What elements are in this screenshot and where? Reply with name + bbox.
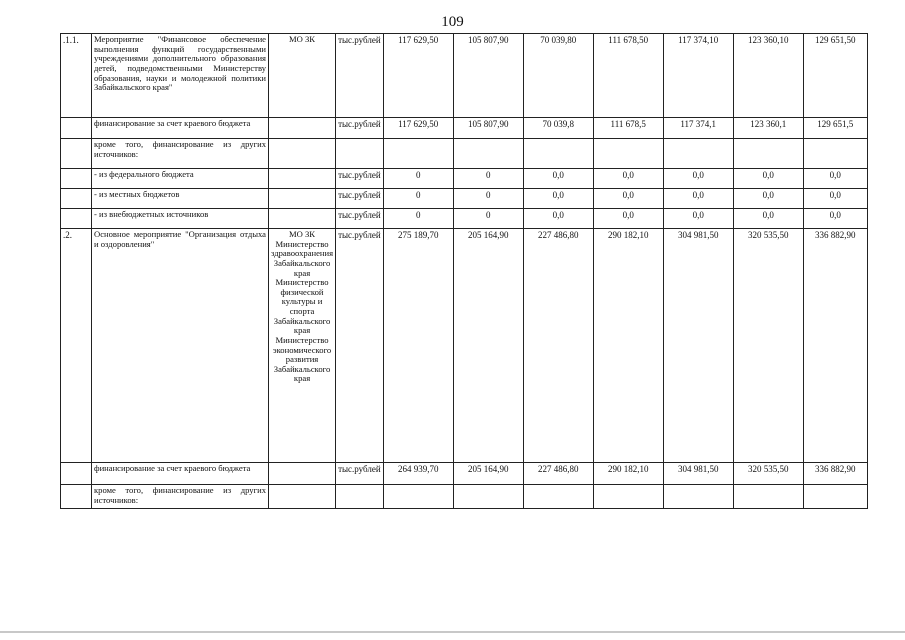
value-cell-6: 0,0 <box>733 169 803 189</box>
value-cell-1 <box>383 139 453 169</box>
responsible-org-cell <box>269 463 336 485</box>
value-cell-5: 0,0 <box>663 169 733 189</box>
value-cell-1: 0 <box>383 189 453 209</box>
row-number-cell: .1.1. <box>61 34 92 118</box>
value-cell-6: 123 360,10 <box>733 34 803 118</box>
value-cell-6 <box>733 485 803 509</box>
unit-cell: тыс.рублей <box>336 229 384 463</box>
row-number-cell: .2. <box>61 229 92 463</box>
value-cell-4: 290 182,10 <box>593 463 663 485</box>
value-cell-4: 111 678,5 <box>593 118 663 139</box>
value-cell-2: 0 <box>453 169 523 189</box>
row-name-cell: финансирование за счет краевого бюджета <box>92 463 269 485</box>
value-cell-1: 117 629,50 <box>383 118 453 139</box>
unit-cell: тыс.рублей <box>336 118 384 139</box>
responsible-org-cell <box>269 189 336 209</box>
responsible-org-cell: МО ЗК Министерство здравоохранения Забайкальского края Министерство физической культуры и спорта Забайкальского края Министерство экономического развития Забайкальского края <box>269 229 336 463</box>
value-cell-5: 304 981,50 <box>663 229 733 463</box>
bottom-divider <box>0 631 905 633</box>
table-row <box>61 463 868 485</box>
row-number-cell <box>61 169 92 189</box>
value-cell-6: 123 360,1 <box>733 118 803 139</box>
table-row <box>61 34 868 118</box>
value-cell-2: 205 164,90 <box>453 229 523 463</box>
value-cell-2: 0 <box>453 209 523 229</box>
value-cell-5 <box>663 139 733 169</box>
value-cell-6: 0,0 <box>733 189 803 209</box>
unit-cell <box>336 485 384 509</box>
value-cell-2: 105 807,90 <box>453 118 523 139</box>
unit-cell: тыс.рублей <box>336 209 384 229</box>
value-cell-2 <box>453 485 523 509</box>
value-cell-1 <box>383 485 453 509</box>
value-cell-1: 264 939,70 <box>383 463 453 485</box>
responsible-org-cell <box>269 118 336 139</box>
row-name-cell: финансирование за счет краевого бюджета <box>92 118 269 139</box>
table-row <box>61 229 868 463</box>
unit-cell: тыс.рублей <box>336 189 384 209</box>
value-cell-4 <box>593 139 663 169</box>
value-cell-3: 70 039,8 <box>523 118 593 139</box>
unit-cell <box>336 139 384 169</box>
value-cell-1: 0 <box>383 209 453 229</box>
value-cell-5: 0,0 <box>663 209 733 229</box>
value-cell-2 <box>453 139 523 169</box>
row-name-cell: кроме того, финансирование из других источников: <box>92 139 269 169</box>
row-number-cell <box>61 209 92 229</box>
value-cell-4: 0,0 <box>593 169 663 189</box>
row-name-cell: - из федерального бюджета <box>92 169 269 189</box>
row-number-cell <box>61 139 92 169</box>
value-cell-2: 0 <box>453 189 523 209</box>
table-row <box>61 169 868 189</box>
unit-cell: тыс.рублей <box>336 463 384 485</box>
value-cell-6: 320 535,50 <box>733 463 803 485</box>
row-number-cell <box>61 485 92 509</box>
row-name-cell: - из местных бюджетов <box>92 189 269 209</box>
value-cell-3: 0,0 <box>523 189 593 209</box>
value-cell-3: 0,0 <box>523 209 593 229</box>
row-name-cell: - из внебюджетных источников <box>92 209 269 229</box>
value-cell-7 <box>803 485 867 509</box>
value-cell-3: 227 486,80 <box>523 229 593 463</box>
value-cell-5: 117 374,10 <box>663 34 733 118</box>
value-cell-7: 0,0 <box>803 209 867 229</box>
row-number-cell <box>61 463 92 485</box>
unit-cell: тыс.рублей <box>336 34 384 118</box>
value-cell-7: 129 651,5 <box>803 118 867 139</box>
value-cell-5: 0,0 <box>663 189 733 209</box>
value-cell-6: 0,0 <box>733 209 803 229</box>
table-row <box>61 139 868 169</box>
value-cell-7: 336 882,90 <box>803 463 867 485</box>
row-number-cell <box>61 118 92 139</box>
page-number: 109 <box>441 14 464 30</box>
value-cell-4: 290 182,10 <box>593 229 663 463</box>
table-row <box>61 209 868 229</box>
value-cell-3: 70 039,80 <box>523 34 593 118</box>
row-name-cell: кроме того, финансирование из других источников: <box>92 485 269 509</box>
value-cell-7 <box>803 139 867 169</box>
value-cell-3 <box>523 485 593 509</box>
value-cell-7: 0,0 <box>803 189 867 209</box>
table-row <box>61 118 868 139</box>
value-cell-7: 129 651,50 <box>803 34 867 118</box>
value-cell-6 <box>733 139 803 169</box>
row-name-cell: Мероприятие "Финансовое обеспечение выполнения функций государственными учреждениями дополнительного образования детей, подведомственными Министерству образования, науки и молодежной политики Забайкальского края" <box>92 34 269 118</box>
value-cell-7: 0,0 <box>803 169 867 189</box>
value-cell-3 <box>523 139 593 169</box>
row-name-cell: Основное мероприятие "Организация отдыха и оздоровления" <box>92 229 269 463</box>
value-cell-2: 105 807,90 <box>453 34 523 118</box>
value-cell-4: 111 678,50 <box>593 34 663 118</box>
value-cell-3: 227 486,80 <box>523 463 593 485</box>
value-cell-3: 0,0 <box>523 169 593 189</box>
value-cell-4 <box>593 485 663 509</box>
responsible-org-cell <box>269 169 336 189</box>
unit-cell: тыс.рублей <box>336 169 384 189</box>
responsible-org-cell <box>269 209 336 229</box>
table-row <box>61 485 868 509</box>
responsible-org-cell <box>269 139 336 169</box>
responsible-org-cell <box>269 485 336 509</box>
value-cell-1: 275 189,70 <box>383 229 453 463</box>
table-row <box>61 189 868 209</box>
value-cell-6: 320 535,50 <box>733 229 803 463</box>
value-cell-1: 0 <box>383 169 453 189</box>
value-cell-4: 0,0 <box>593 189 663 209</box>
budget-table <box>60 33 868 509</box>
responsible-org-cell: МО ЗК <box>269 34 336 118</box>
value-cell-4: 0,0 <box>593 209 663 229</box>
value-cell-7: 336 882,90 <box>803 229 867 463</box>
value-cell-5: 117 374,1 <box>663 118 733 139</box>
value-cell-1: 117 629,50 <box>383 34 453 118</box>
value-cell-2: 205 164,90 <box>453 463 523 485</box>
value-cell-5: 304 981,50 <box>663 463 733 485</box>
value-cell-5 <box>663 485 733 509</box>
row-number-cell <box>61 189 92 209</box>
